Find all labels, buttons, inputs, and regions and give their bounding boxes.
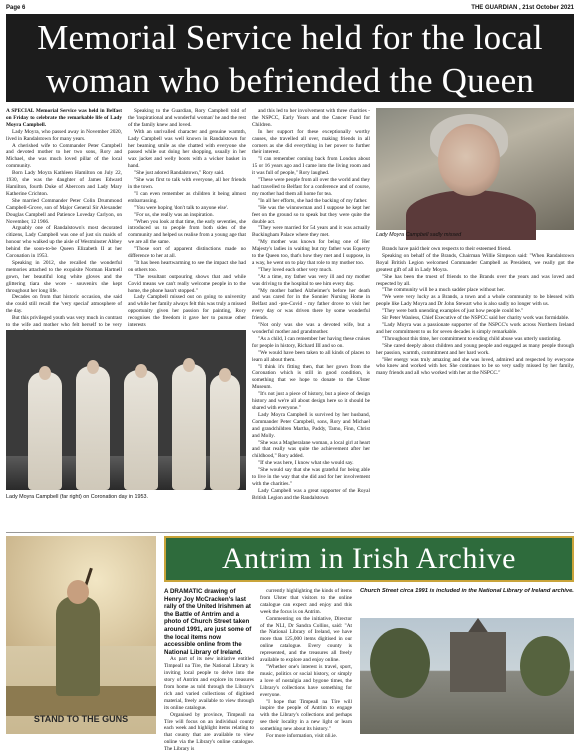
paragraph: "We were very lucky as a Brands, a town and a whole community to be blessed with people like Lady Moyra and Dr John Stewart who is also sadly no longer with us. xyxy=(376,294,574,308)
archive-column-2 xyxy=(260,588,352,740)
archive-headline: Antrim in Irish Archive xyxy=(222,542,516,575)
paragraph: "We would have been taken to all kinds of places to learn all about them. xyxy=(252,349,370,363)
paragraph: "She would say that she was grateful for being able to live in the way that she did and for her involvement with the charities." xyxy=(252,467,370,487)
paragraph: Commenting on the initiative, Director of the NLI, Dr Sandra Collins, said: "At the National Library of Ireland, we have more than 125,000 items digitised in our online catalogue. Every county is represented, and the treasures all freely available to explore and enjoy online. xyxy=(260,615,352,664)
headline-line-1: Memorial Service held for the local xyxy=(37,18,543,57)
paragraph: "Those sort of apparent distinctions made no difference to her at all. xyxy=(128,246,246,260)
paragraph: Speaking in 2012, she recalled the wonderful memories attached to the exquisite Norman Hartnell gown, her beautiful long white gloves and the glittering tiara she wore - souvenirs she kept throughout her long life. xyxy=(6,259,122,294)
paragraph: "She cared deeply about children and young people and engaged as many people through her passion, warmth, commitment and her hard work. xyxy=(376,342,574,356)
paragraph: "They were both unending examples of just how people could be." xyxy=(382,308,524,315)
paragraph: "She was a Magheralane woman, a local girl at heart and that really was quite the achievement after her childhood," Rory added. xyxy=(252,439,370,460)
paragraph: "The community will be a much sadder place without her. xyxy=(382,287,505,294)
paragraph: and this led to her involvement with three charities - the NSPCC, Early Years and the Cancer Fund for Children. xyxy=(252,108,370,128)
paragraph xyxy=(6,108,122,129)
coronation-caption: Lady Moyra Campbell (far right) on Coronation day in 1953. xyxy=(6,494,149,500)
paragraph: "He was the winnowman and I suppose he kept her feet on the ground so to speak but they were quite the double act. xyxy=(252,204,370,225)
paragraph: "She was first to talk with everyone, all her friends in the town. xyxy=(128,177,246,190)
paragraph: In her support for these exceptionally worthy causes, she travelled all over, making friends in all corners as she did everything in her power to further their interest. xyxy=(252,128,370,156)
lead-paragraph: A SPECIAL Memorial Service was held in Belfast on Friday to celebrate the remarkable life of Lady Moyra Campbell. xyxy=(6,108,122,128)
article-column-4 xyxy=(376,246,574,528)
coronation-photo xyxy=(6,330,246,490)
church-street-photo xyxy=(360,618,574,734)
paragraph: Lady Campbell was a great supporter of the Royal British Legion and the Randalstown xyxy=(252,487,370,501)
paragraph: "These were people from all over the world and they had travelled to Belfast for a conference and of course, my mother had them all home for tea. xyxy=(252,177,370,197)
paragraph: "It's not just a piece of history, but a piece of design history and we're all about design here so it should be shared with everyone." xyxy=(252,391,370,411)
paragraph: "I think it's fitting then, that her gown from the Coronation which is still in good condition, is something that we hope to donate to the Ulster Museum. xyxy=(252,363,370,391)
paragraph: "My mother was known for being one of Her Majesty's ladies in waiting but my father was Equerry to the Queen too, that's how they met and I suppose, in a way, he went on to play that role to my mother too. xyxy=(252,239,370,266)
poster-title: STAND TO THE GUNS xyxy=(33,714,129,724)
paragraph: "I can even remember as children it being almost embarrassing. xyxy=(128,190,246,204)
article-column-1 xyxy=(6,108,122,334)
section-divider xyxy=(6,532,574,533)
paragraph: "I can remember coming back from London about 15 or 16 years ago and I came into the living room and it was full of people," Rory laughed. xyxy=(252,156,370,177)
headline-line-2: woman who befriended the Queen xyxy=(45,61,535,100)
paragraph: "Not only was she was a devoted wife, but a wonderful mother and grandmother. xyxy=(252,322,370,335)
paper-date: THE GUARDIAN , 21st October 2021 xyxy=(471,5,574,11)
page-number: Page 6 xyxy=(6,5,26,11)
paragraph: But this privileged youth was very much in contrast to the wife and mother who felt herself to be very xyxy=(6,315,122,329)
memorial-article xyxy=(6,108,574,528)
headline-banner xyxy=(6,14,574,102)
paragraph: Brands have paid their own respects to their esteemed friend. xyxy=(382,246,512,252)
archive-article xyxy=(164,588,574,753)
paragraph: Organised by province, Timpeall na Tíre will focus on an individual county each week and highlight items relating to that county that are available to view online via the Library's online catalogue. The Library is xyxy=(164,711,254,753)
paragraph: Born Lady Moyra Kathleen Hamilton on July 22, 1930, she was the daughter of James Edward Hamilton, fourth Duke of Abercorn and Lady Mary Katherine Crichton. xyxy=(6,170,122,197)
paragraph: "They loved each other very much. xyxy=(258,266,333,273)
portrait-caption: Lady Moyra Campbell sadly missed xyxy=(376,232,462,238)
paragraph: She married Commander Peter Colin Drummond Campbell-Grove, son of Major General Sir Alexander Douglas Campbell and Patience Loveday Carlyon, on November, 12 1966. xyxy=(6,197,122,225)
paragraph: Sir Peter Wanless, Chief Executive of the NSPCC said her charity work was formidable. xyxy=(382,315,570,322)
paragraph: "I hope that Timpeall na Tíre will inspire the people of Antrim to engage with the Library's collections and perhaps see their locality in a new light or learn something new about its history." xyxy=(260,698,352,733)
paragraph: "If she was here, I know what she would say. xyxy=(258,460,354,467)
paragraph: A cherished wife to Commander Peter Campbell and devoted mother to her two sons, Rory and Michael, she was much loved pillar of the local community. xyxy=(6,142,122,170)
page-folio xyxy=(6,2,574,14)
paragraph: "Throughout this time, her commitment to ending child abuse was utterly unstinting. xyxy=(382,335,562,342)
paragraph: "You were hoping 'don't talk to anyone else'. xyxy=(134,204,229,211)
archive-column-1 xyxy=(164,588,254,753)
paragraph: "They were married for 54 years and it was actually Buckingham Palace where they met. xyxy=(252,225,370,239)
paragraph: Arguably one of Randalstown's most decorated citizens, Lady Campbell was one of just six maids of honour who walked up the aisle of Westminster Abbey behind the soon-to-be Queen Elizabeth II at her Coronation in 1953. xyxy=(6,225,122,260)
paragraph: "Her energy was truly amazing and she was loved, admired and respected by everyone who knew and worked with her. She continues to be so very sadly missed by her family, many friends and all who worked with her at the NSPCC." xyxy=(376,356,574,377)
paragraph: Lady Moyra Campbell is survived by her husband, Commander Peter Campbell, sons, Rory and Michael and grandchildren Martha, Paddy, Tamo, Finn, Christ and Molly. xyxy=(252,411,370,439)
paragraph: "The resultant outpouring shows that and while Covid means we can't really welcome people in to the home, the phone hasn't stopped." xyxy=(128,273,246,294)
paragraph: "She has been the truest of friends to the Brands over the years and was loved and respected by all. xyxy=(376,273,574,287)
paragraph: currently highlighting the kinds of items from Ulster that visitors to the online catalogue can expect and enjoy and this week the focus is on Antrim. xyxy=(260,588,352,615)
article-column-3 xyxy=(252,108,370,528)
paragraph: "When you look at that time, the early seventies, she introduced us to people from both sides of the community and helped us realise from a young age that we are all the same. xyxy=(128,218,246,246)
article-column-2 xyxy=(128,108,246,334)
paragraph: "She just adored Randalstown," Rory said. xyxy=(134,170,225,177)
archive-headline-banner xyxy=(164,536,574,582)
paragraph: "As a child, I can remember her having these cruises for people in history, Richard III and so on. xyxy=(252,335,370,349)
paragraph: Speaking on behalf of the Brands, Chairman Willie Simpson said: "When Randalstown Royal British Legion welcomed Commander Campbell as President, we really got the greatest gift of all in Lady Moyra. xyxy=(376,252,574,273)
paragraph: "In all her efforts, she had the backing of my father. xyxy=(258,197,368,204)
rally-poster-image xyxy=(6,536,156,734)
church-street-caption: Church Street circa 1991 is included in the National Library of Ireland archive. xyxy=(360,588,574,594)
paragraph: Lady Moyra, who passed away in November 2020, lived in Randalstown for many years. xyxy=(6,128,122,142)
portrait-photo xyxy=(376,108,574,230)
archive-lead: A DRAMATIC drawing of Henry Joy McCracken's last rally of the United Irishmen at the Battle of Antrim and a photo of Church Street taken around 1991, are just some of the local items now accessible online from the National Library of Ireland. xyxy=(164,588,252,656)
paragraph: Speaking to the Guardian, Rory Campbell told of the 'inspirational and wonderful woman' he and the rest of the family knew and loved. xyxy=(128,108,246,128)
paragraph: "For us, she really was an inspiration. xyxy=(134,211,214,218)
paragraph: Decades on from that historic occasion, she said she could still recall the 'very special' atmosphere of the day. xyxy=(6,294,122,315)
paragraph: "Lady Moyra was a passionate supporter of the NSPCC's work across Northern Ireland and her commitment to us for seven decades is simply remarkable. xyxy=(376,321,574,335)
paragraph: Lady Campbell missed out on going to university and while her family always felt this was truly a missed opportunity given her passion for painting, Rory recognises the freedom it gave her to pursue other interests xyxy=(128,294,246,329)
paragraph: "It has been heartwarming to see the impact she had on others too. xyxy=(128,259,246,273)
paragraph: "At a time, my father was very ill and my mother was driving to the hospital to see him every day. xyxy=(252,273,370,287)
paragraph: With an unrivalled character and genuine warmth, Lady Campbell was well known in Randalstown for her beaming smile as she chatted with everyone she passed while out doing her shopping, usually in her wax jacket and welly boots with a wicker basket in hand. xyxy=(128,128,246,170)
paragraph: For more information, visit nli.ie. xyxy=(266,733,338,740)
paragraph: "Whether one's interest is travel, sport, music, politics or social history, or simply a love of nostalgia and bygone times, the Library's collections have something for everyone. xyxy=(260,663,352,698)
paragraph: As part of its new initiative entitled Timpeall na Tíre, the National Library is inviting local people to delve into the story of Antrim and explore its treasures from home as told through the Library's rich and varied collections of digitised material, freely available to view through its online catalogue. xyxy=(164,656,254,711)
paragraph: "My mother bathed Alzheimer's before her death and was cared for in the Sonnier Nursing Home in Belfast and -pre-Covid - my father drove to visit her every day or was driven there by some wonderful friends. xyxy=(252,287,370,322)
